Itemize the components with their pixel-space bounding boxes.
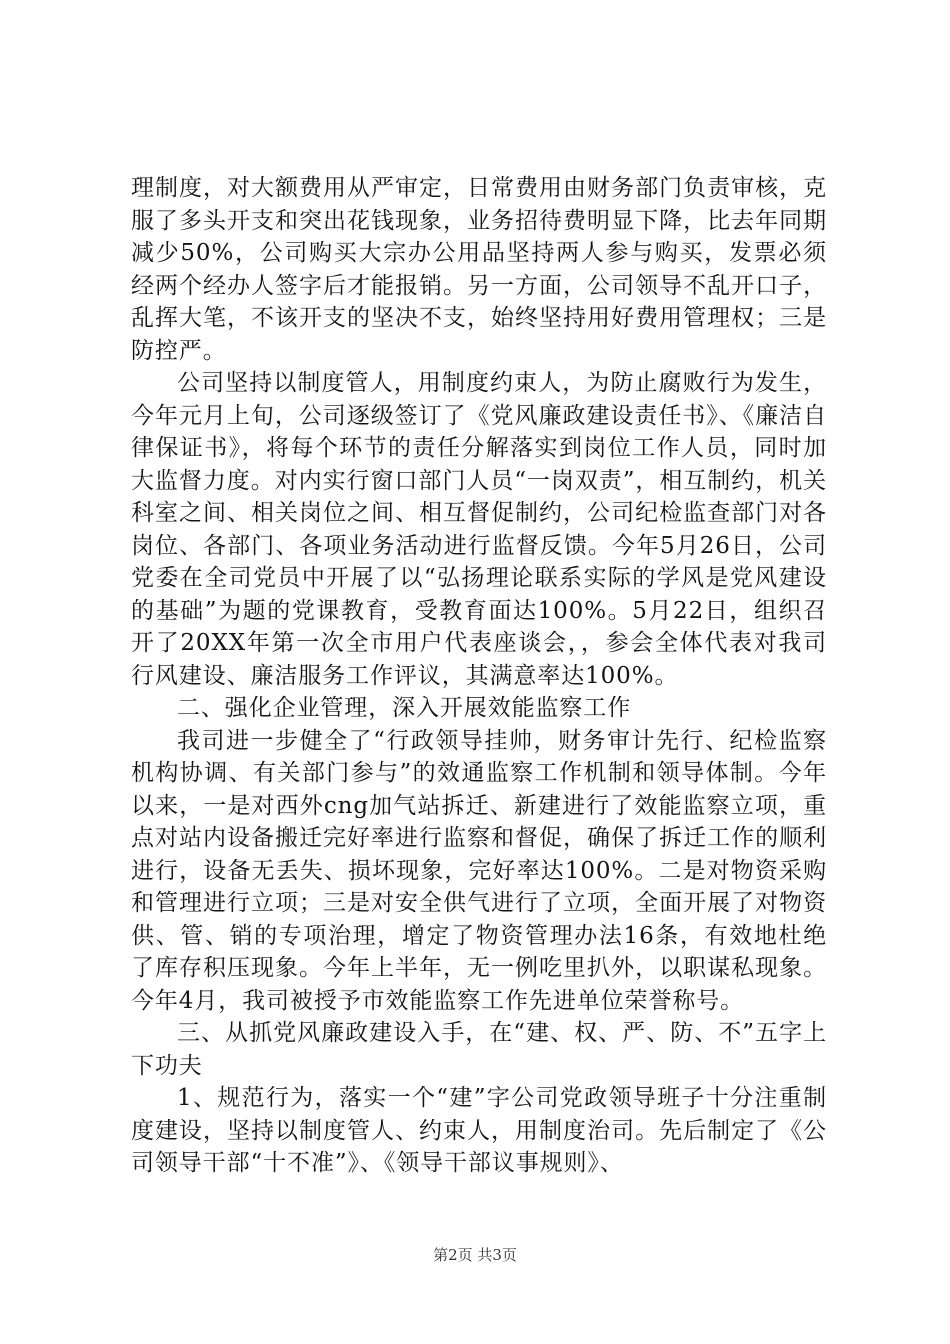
paragraph-1: 理制度，对大额费用从严审定，日常费用由财务部门负责审核，克服了多头开支和突出花钱现象，业务招待费明显下降，比去年同期减少50%，公司购买大宗办公用品坚持两人参与购买，发票必须经两个经办人签字后才能报销。另一方面，公司领导不乱开口子，乱挥大笔，不该开支的坚决不支，始终坚持用好费用管理权；三是防控严。 (131, 175, 827, 364)
paragraph-4: 1、规范行为，落实一个“建”字公司党政领导班子十分注重制度建设，坚持以制度管人、约束人，用制度治司。先后制定了《公司领导干部“十不准”》、《领导干部议事规则》、 (131, 1085, 827, 1176)
section-heading-2: 二、强化企业管理，深入开展效能监察工作 (177, 695, 632, 721)
page-number-footer: 第2页 共3页 (433, 1246, 517, 1264)
document-body (131, 172, 827, 1180)
paragraph-2: 公司坚持以制度管人，用制度约束人，为防止腐败行为发生，今年元月上旬，公司逐级签订了《党风廉政建设责任书》、《廉洁自律保证书》，将每个环节的责任分解落实到岗位工作人员，同时加大监督力度。对内实行窗口部门人员“一岗双责”，相互制约，机关科室之间、相关岗位之间、相互督促制约，公司纪检监查部门对各岗位、各部门、各项业务活动进行监督反馈。今年5月26日，公司党委在全司党员中开展了以“弘扬理论联系实际的学风是党风建设的基础”为题的党课教育，受教育面达100%。5月22日，组织召开了20XX年第一次全市用户代表座谈会，，参会全体代表对我司行风建设、廉洁服务工作评议，其满意率达100%。 (131, 370, 827, 689)
paragraph-3: 我司进一步健全了“行政领导挂帅，财务审计先行、纪检监察机构协调、有关部门参与”的效通监察工作机制和领导体制。今年以来，一是对西外cng加气站拆迁、新建进行了效能监察立项，重点对站内设备搬迁完好率进行监察和督促，确保了拆迁工作的顺利进行，设备无丢失、损坏现象，完好率达100%。二是对物资采购和管理进行立项；三是对安全供气进行了立项，全面开展了对物资供、管、销的专项治理，增定了物资管理办法16条，有效地杜绝了库存积压现象。今年上半年，无一例吃里扒外，以职谋私现象。今年4月，我司被授予市效能监察工作先进单位荣誉称号。 (131, 727, 827, 1014)
section-heading-3: 三、从抓党风廉政建设入手，在“建、权、严、防、不”五字上下功夫 (131, 1020, 827, 1079)
